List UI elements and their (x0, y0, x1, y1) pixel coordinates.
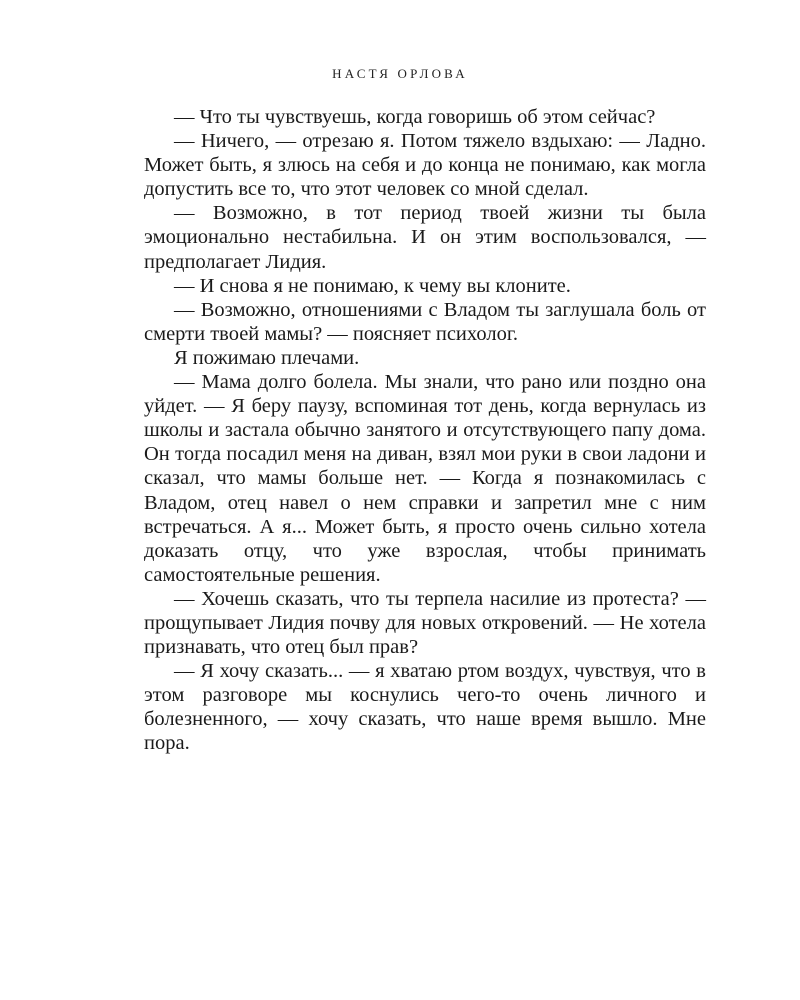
paragraph: — Мама долго болела. Мы знали, что рано или поздно она уйдет. — Я беру паузу, вспоминая тот день, когда вернулась из школы и застала обычно занятого и отсутствующего папу дома. Он тогда посадил меня на диван, взял мои руки в свои ладони и сказал, что мамы больше нет. — Когда я познакомилась с Владом, отец навел о нем справки и запретил мне с ним встречаться. А я... Может быть, я просто очень сильно хотела доказать отцу, что уже взрослая, чтобы принимать самостоятельные решения. (144, 371, 706, 586)
paragraph: — Ничего, — отрезаю я. Потом тяжело вздыхаю: — Ладно. Может быть, я злюсь на себя и до конца не понимаю, как могла допустить все то, что этот человек со мной сделал. (144, 130, 706, 201)
paragraph: — Что ты чувствуешь, когда говоришь об этом сейчас? (174, 106, 656, 128)
paragraph: — Возможно, в тот период твоей жизни ты была эмоционально нестабильна. И он этим воспользовался, — предполагает Лидия. (144, 202, 706, 273)
running-header-author: НАСТЯ ОРЛОВА (332, 66, 468, 81)
paragraph: — Я хочу сказать... — я хватаю ртом воздух, чувствуя, что в этом разговоре мы коснулись чего-то очень личного и болезненного, — хочу сказать, что наше время вышло. Мне пора. (144, 660, 706, 755)
paragraph: Я пожимаю плечами. (174, 346, 360, 369)
paragraph: — Хочешь сказать, что ты терпела насилие из протеста? — прощупывает Лидия почву для новых откровений. — Не хотела признавать, что отец был прав? (144, 587, 706, 659)
page-text (144, 105, 706, 756)
paragraph: — И снова я не понимаю, к чему вы клоните. (174, 274, 571, 297)
paragraph: — Возможно, отношениями с Владом ты заглушала боль от смерти твоей мамы? — поясняет психолог. (144, 298, 706, 345)
